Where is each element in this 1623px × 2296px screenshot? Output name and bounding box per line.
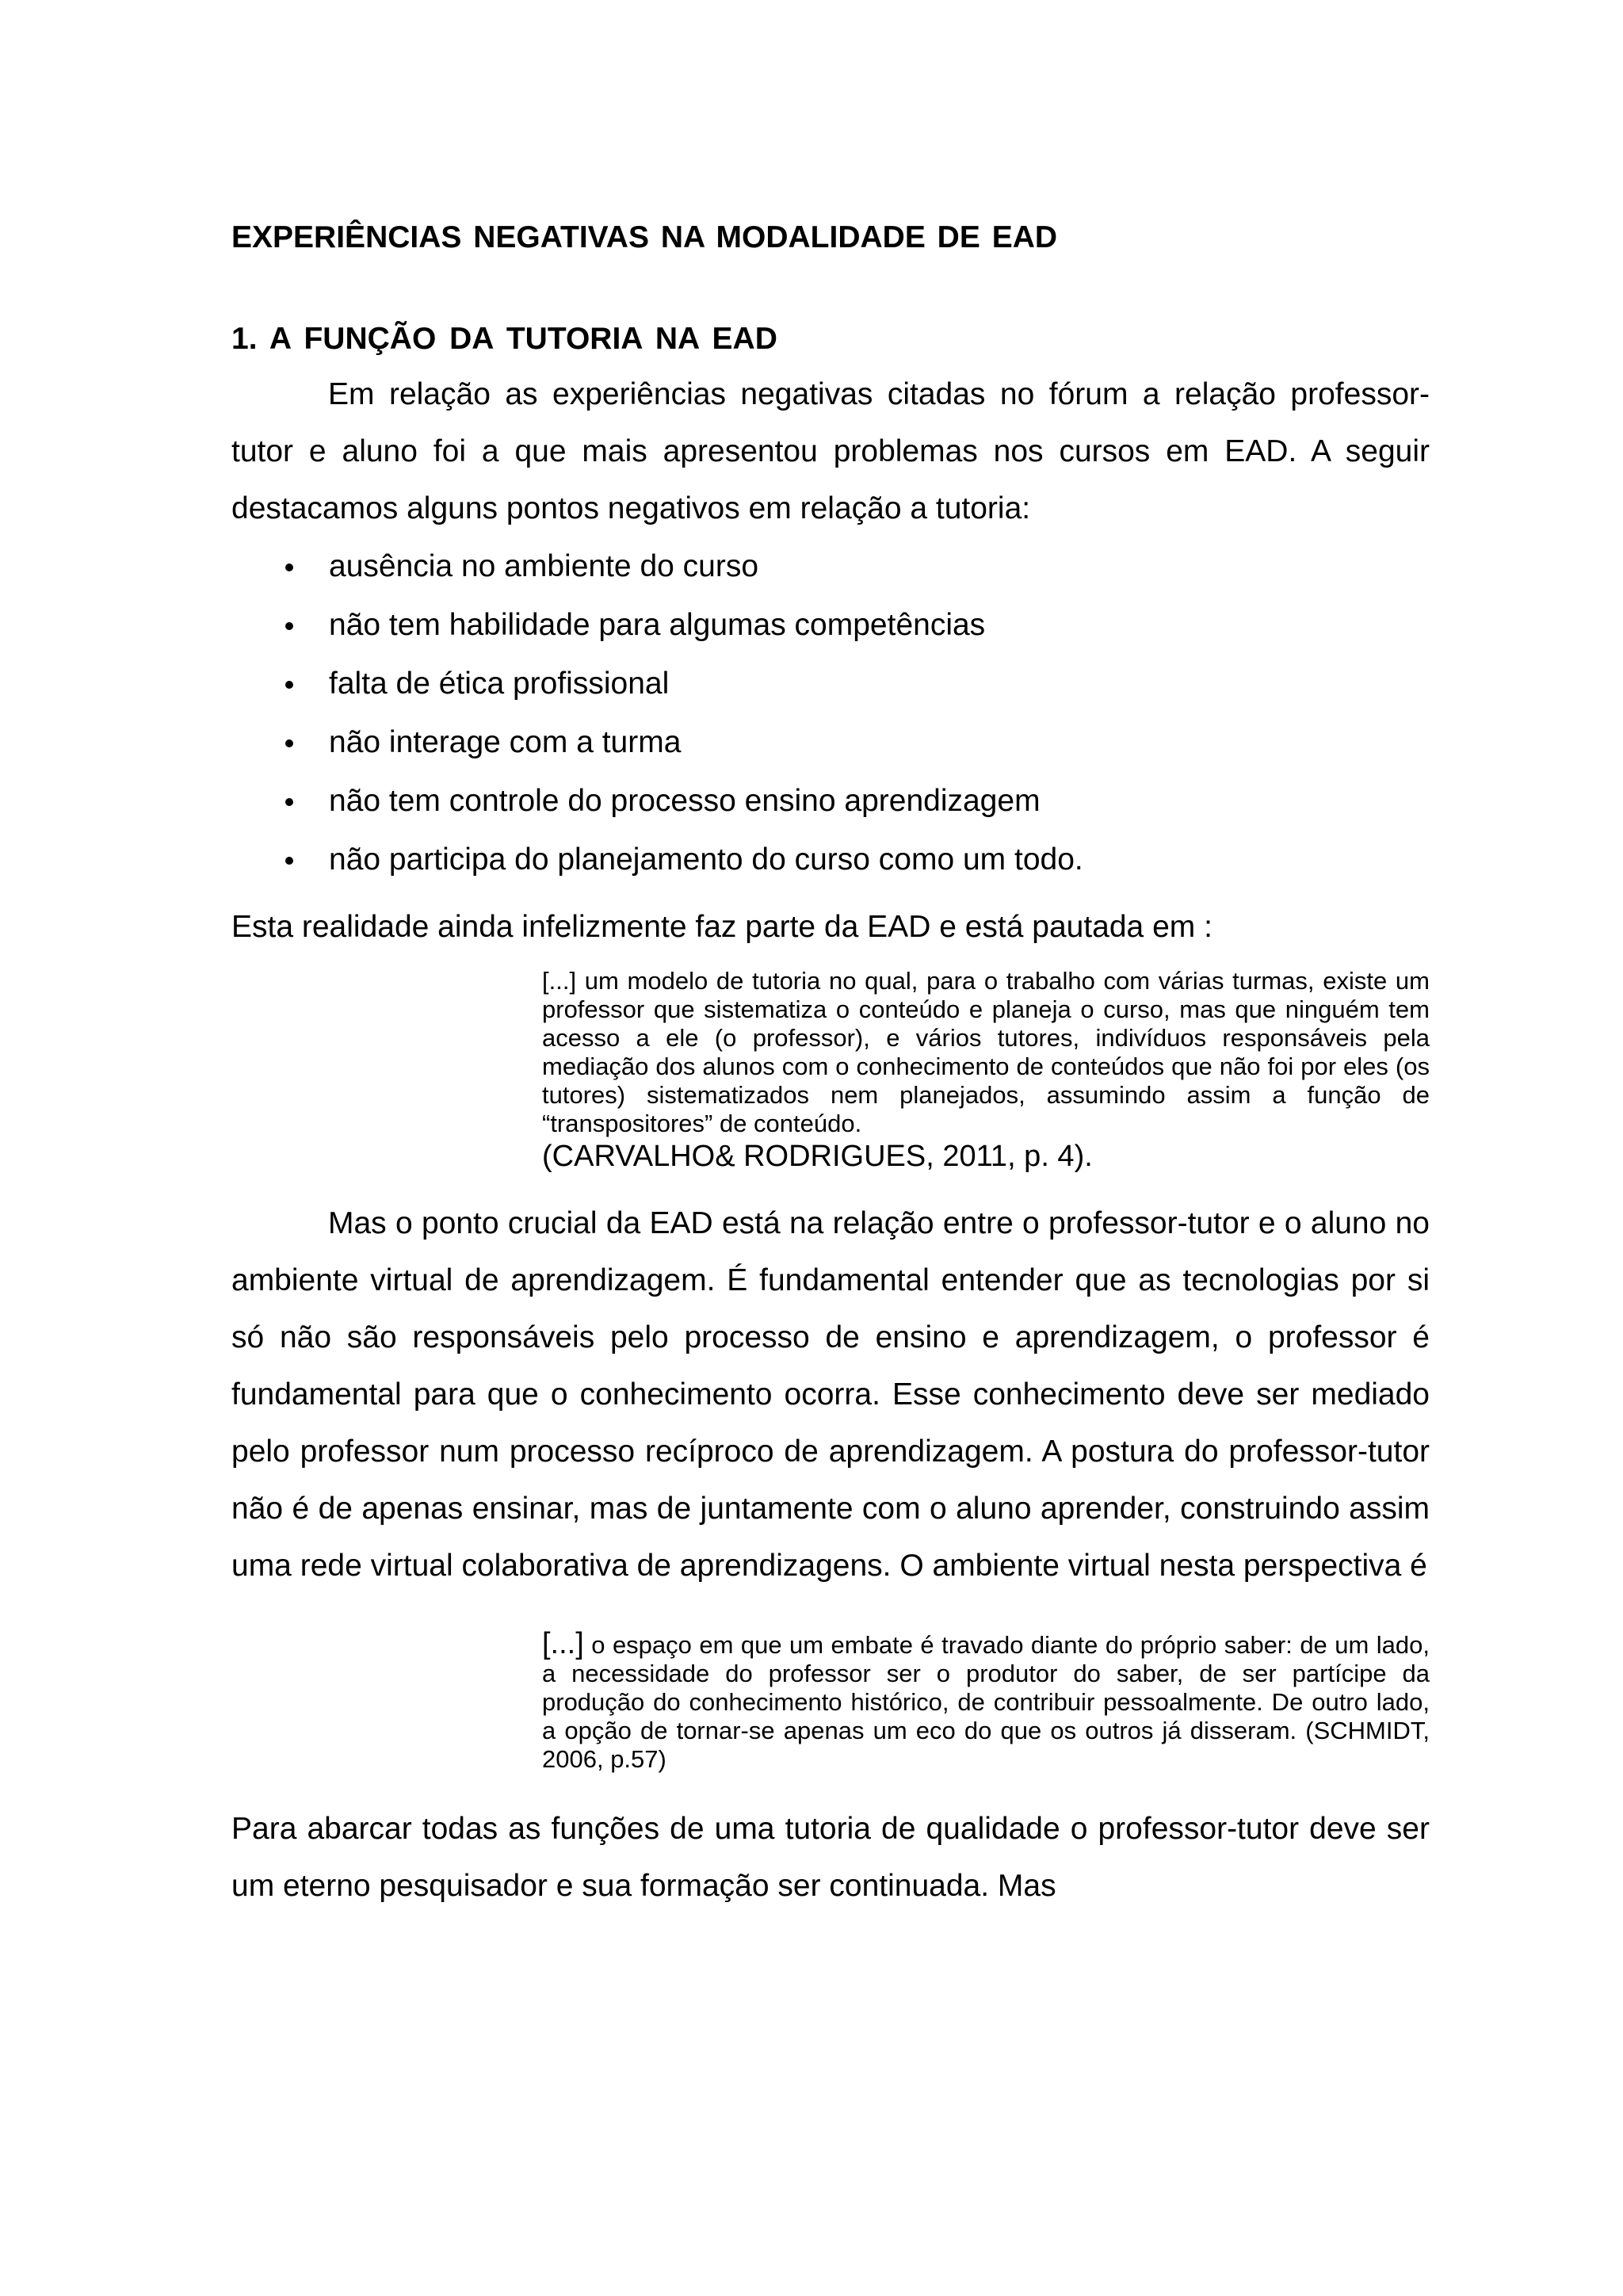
section-heading: 1. A FUNÇÃO DA TUTORIA NA EAD	[231, 322, 777, 356]
bullet-icon	[285, 739, 293, 747]
list-item-text: não interage com a turma	[329, 725, 682, 759]
list-item-text: não participa do planejamento do curso como um todo.	[329, 842, 1083, 877]
intro-paragraph: Em relação as experiências negativas citadas no fórum a relação professor-tutor e aluno foi a que mais apresentou problemas nos cursos em EAD. A seguir destacamos alguns pontos negativos em relação a tutoria:	[231, 377, 1430, 525]
list-item-text: não tem habilidade para algumas competências	[329, 608, 986, 642]
negative-points-list	[231, 537, 1430, 889]
list-item-text: ausência no ambiente do curso	[329, 549, 759, 583]
list-item-text: não tem controle do processo ensino aprendizagem	[329, 784, 1041, 818]
bullet-icon	[285, 857, 293, 865]
list-item	[231, 772, 1430, 831]
bullet-icon	[285, 681, 293, 689]
list-item	[231, 831, 1430, 889]
crucial-point-paragraph: Mas o ponto crucial da EAD está na relação entre o professor-tutor e o aluno no ambiente virtual de aprendizagem. É fundamental entender que as tecnologias por si só não são responsáveis pelo processo de ensino e aprendizagem, o professor é fundamental para que o conhecimento ocorra. Esse conhecimento deve ser mediado pelo professor num processo recíproco de aprendizagem. A postura do professor-tutor não é de apenas ensinar, mas de juntamente com o aluno aprender, construindo assim uma rede virtual colaborativa de aprendizagens. O ambiente virtual nesta perspectiva é	[231, 1206, 1430, 1583]
reality-paragraph: Esta realidade ainda infelizmente faz parte da EAD e está pautada em :	[231, 910, 1212, 944]
quote-text: [...] um modelo de tutoria no qual, para o trabalho com várias turmas, existe um professor que sistematiza o conteúdo e planeja o curso, mas que ninguém tem acesso a ele (o professor), e vários tutores, indivíduos responsáveis pela mediação dos alunos com o conhecimento de conteúdos que não foi por eles (os tutores) sistematizados nem planejados, assumindo assim a função de “transpositores” de conteúdo.	[542, 967, 1430, 1137]
list-item-text: falta de ética profissional	[329, 667, 670, 701]
block-quote-schmidt	[542, 1629, 1430, 1774]
list-item	[231, 596, 1430, 655]
quote-ellipsis: [...]	[542, 1627, 584, 1660]
list-item	[231, 655, 1430, 713]
bullet-icon	[285, 563, 293, 571]
block-quote-carvalho	[542, 967, 1430, 1175]
document-title: EXPERIÊNCIAS NEGATIVAS NA MODALIDADE DE EAD	[231, 220, 1058, 254]
final-paragraph: Para abarcar todas as funções de uma tutoria de qualidade o professor-tutor deve ser um eterno pesquisador e sua formação ser continuada. Mas	[231, 1812, 1430, 1903]
list-item	[231, 537, 1430, 596]
list-item	[231, 713, 1430, 772]
bullet-icon	[285, 798, 293, 806]
quote-citation: (CARVALHO& RODRIGUES, 2011, p. 4).	[542, 1140, 1093, 1173]
bullet-icon	[285, 622, 293, 630]
quote-text: o espaço em que um embate é travado diante do próprio saber: de um lado, a necessidade do professor ser o produtor do saber, de ser partícipe da produção do conhecimento histórico, de contribuir pessoalmente. De outro lado, a opção de tornar-se apenas um eco do que os outros já disseram. (SCHMIDT, 2006, p.57)	[542, 1631, 1430, 1773]
page-content	[231, 219, 1430, 1915]
